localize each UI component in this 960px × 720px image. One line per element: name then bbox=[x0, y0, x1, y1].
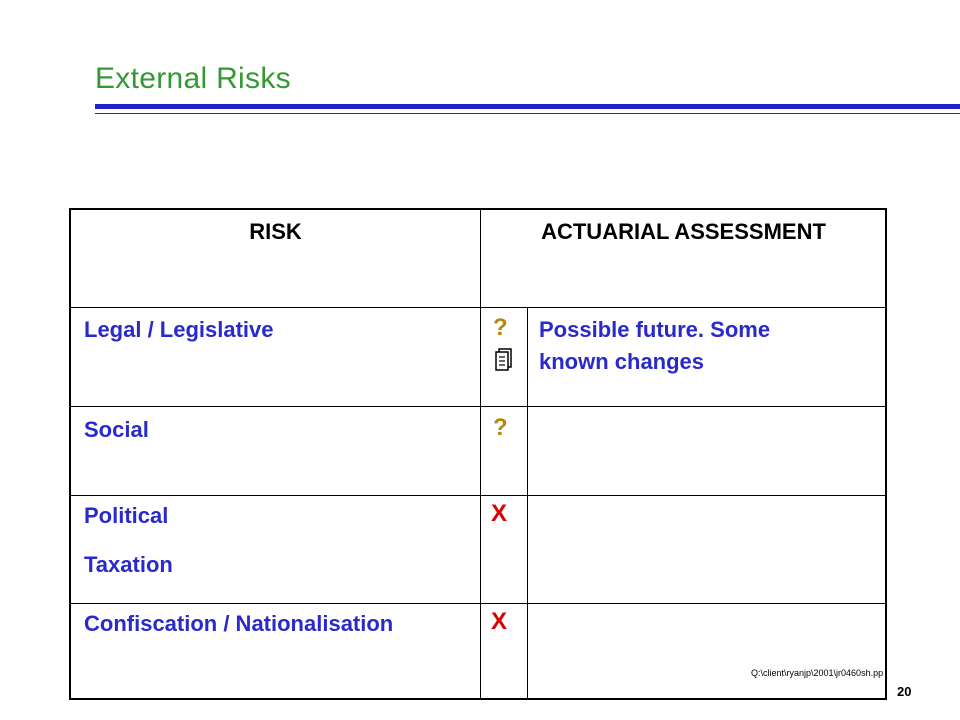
risk-label-legal: Legal / Legislative bbox=[84, 317, 274, 342]
row-divider bbox=[71, 406, 885, 407]
column-divider bbox=[527, 307, 528, 700]
column-divider bbox=[480, 210, 481, 700]
document-icon bbox=[493, 347, 513, 373]
title-rule-thin bbox=[95, 113, 960, 114]
header-assessment: ACTUARIAL ASSESSMENT bbox=[541, 219, 826, 244]
page-number: 20 bbox=[897, 684, 912, 699]
row-divider bbox=[71, 603, 885, 604]
row-divider bbox=[71, 307, 885, 308]
risk-label-social: Social bbox=[84, 417, 149, 442]
mark-political: X bbox=[491, 500, 508, 527]
header-risk: RISK bbox=[249, 219, 302, 244]
risk-table bbox=[69, 208, 887, 700]
risk-label-taxation: Taxation bbox=[84, 552, 173, 577]
mark-confiscation: X bbox=[491, 608, 508, 635]
file-path-footer: Q:\client\ryanjp\2001\jr0460sh.pp bbox=[751, 668, 884, 678]
risk-label-confiscation: Confiscation / Nationalisation bbox=[84, 611, 394, 636]
row-divider bbox=[71, 495, 885, 496]
risk-label-political: Political bbox=[84, 503, 169, 528]
title-rule-thick bbox=[95, 104, 960, 109]
slide-title: External Risks bbox=[95, 62, 291, 95]
comment-legal: Possible future. Some known changes bbox=[539, 317, 771, 374]
mark-legal: ? bbox=[493, 314, 508, 341]
mark-social: ? bbox=[493, 414, 508, 441]
